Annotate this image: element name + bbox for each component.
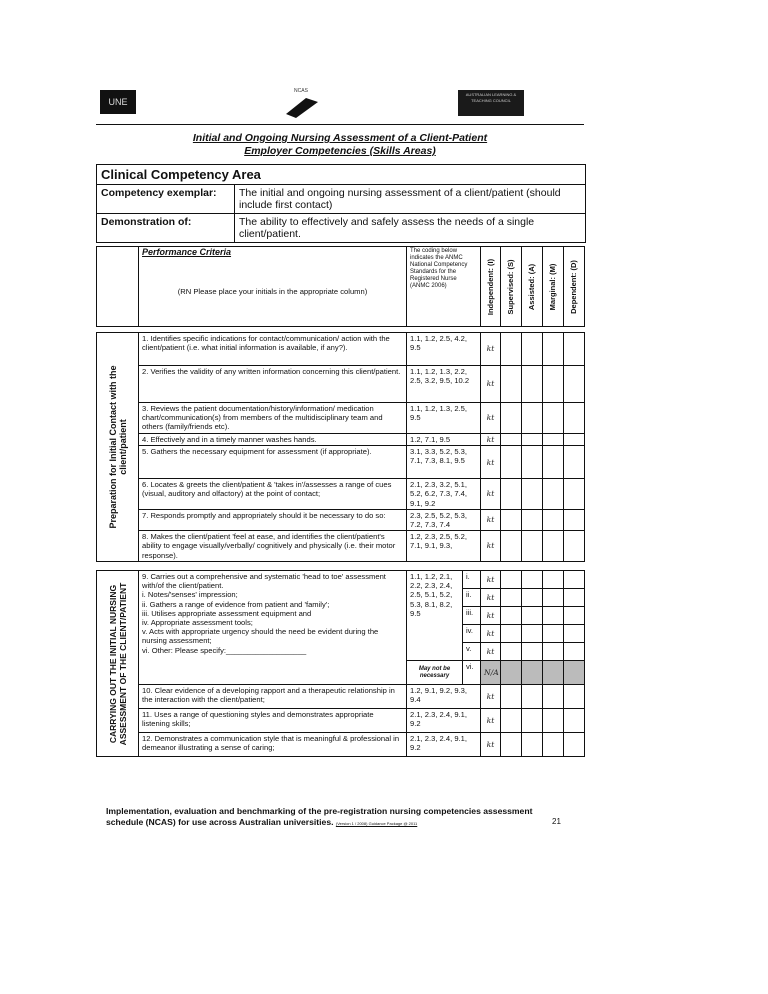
- anmc-code: 1.1, 1.2, 2.5, 4.2, 9.5: [407, 333, 481, 366]
- demonstration-value: The ability to effectively and safely assess the needs of a single client/patient.: [239, 216, 535, 240]
- anmc-code: 2.1, 2.3, 2.4, 9.1, 9.2: [407, 709, 481, 733]
- page-subtitle: Employer Competencies (Skills Areas): [244, 145, 436, 157]
- rn-initials[interactable]: N/A: [481, 661, 501, 685]
- anmc-code: 3.1, 3.3, 5.2, 5.3, 7.1, 7.3, 8.1, 9.5: [407, 446, 481, 479]
- table-row: [97, 434, 585, 446]
- section1-table: [96, 332, 585, 562]
- rn-instruction: (RN Please place your initials in the appropriate column): [177, 287, 368, 297]
- table-row: [97, 531, 585, 562]
- section2-table: [96, 570, 585, 757]
- criterion-text: 8. Makes the client/patient 'feel at ease, and identifies the client/patient's ability to engage visually/verbally/ cognitively and physically (i.e. their motor response).: [139, 531, 407, 562]
- exemplar-value: The initial and ongoing nursing assessment of a client/patient (should include first contact): [239, 187, 561, 211]
- table-row: [97, 403, 585, 434]
- rn-initials[interactable]: kt: [481, 434, 501, 446]
- criterion-text: 12. Demonstrates a communication style that is meaningful & professional in demeanor illustrating a sense of caring;: [139, 733, 407, 757]
- footer-text: Implementation, evaluation and benchmarking of the pre-registration nursing competencies assessment schedule (NCAS) for use across Australian universities.: [106, 806, 533, 827]
- header-rule: [96, 124, 584, 125]
- rn-initials[interactable]: kt: [481, 709, 501, 733]
- criterion-text: 3. Reviews the patient documentation/history/information/ medication chart/communication(s) from members of the multidisciplinary team and others (family/friends etc).: [139, 403, 407, 434]
- col-dependent: Dependent: (D): [564, 247, 585, 327]
- competency-header: [96, 164, 586, 243]
- anmc-coding-note: The coding below indicates the ANMC National Competency Standards for the Registered Nurse (ANMC 2006): [407, 247, 481, 327]
- anmc-code: 1.2, 9.1, 9.2, 9.3, 9.4: [407, 685, 481, 709]
- criterion-subitem: iv. Appropriate assessment tools;: [142, 618, 253, 628]
- rn-initials[interactable]: kt: [481, 403, 501, 434]
- rn-initials[interactable]: kt: [481, 366, 501, 403]
- criterion-subitem: iii. Utilises appropriate assessment equipment and: [142, 608, 312, 618]
- section2-label: CARRYING OUT THE INITIAL NURSING ASSESSMENT OF THE CLIENT/PATIENT: [97, 571, 139, 757]
- sub-label: vi.: [463, 661, 481, 685]
- sub-label: iv.: [463, 625, 481, 643]
- rn-initials[interactable]: kt: [481, 333, 501, 366]
- criterion-text: 7. Responds promptly and appropriately should it be necessary to do so:: [139, 509, 407, 530]
- rn-initials[interactable]: kt: [481, 531, 501, 562]
- criterion-subitem: i. Notes/'senses' impression;: [142, 590, 238, 600]
- criterion-text: 2. Verifies the validity of any written information concerning this client/patient.: [139, 366, 407, 403]
- page-title: Initial and Ongoing Nursing Assessment of a Client-Patient: [192, 132, 488, 144]
- rn-initials[interactable]: kt: [481, 733, 501, 757]
- ncas-logo-caption: NCAS: [294, 88, 308, 94]
- sub-label: i.: [463, 571, 481, 589]
- criterion-subitem: vi. Other: Please specify:___________________: [142, 645, 307, 655]
- page-number: 21: [552, 817, 561, 826]
- table-row: [97, 685, 585, 709]
- competency-area-title: Clinical Competency Area: [101, 167, 261, 182]
- footer-link[interactable]: (Version 1 / 2008) Guidance Package @ 2011: [335, 821, 418, 826]
- col-supervised: Supervised: (S): [501, 247, 522, 327]
- col-assisted: Assisted: (A): [522, 247, 543, 327]
- anmc-code: 1.1, 1.2, 2.1, 2.2, 2.3, 2.4, 2.5, 5.1, 5.2, 5.3, 8.1, 8.2, 9.5: [407, 571, 463, 661]
- sub-label: v.: [463, 643, 481, 661]
- rn-initials[interactable]: kt: [481, 571, 501, 589]
- table-row: [97, 479, 585, 510]
- sub-label: ii.: [463, 589, 481, 607]
- rn-initials[interactable]: kt: [481, 685, 501, 709]
- criteria-header-cell: [139, 247, 407, 327]
- diamond-icon: [280, 94, 322, 120]
- section1-label: Preparation for Initial Contact with the client/patient: [97, 333, 139, 562]
- rn-initials[interactable]: kt: [481, 625, 501, 643]
- table-row: [97, 571, 585, 589]
- criterion-text: 5. Gathers the necessary equipment for assessment (if appropriate).: [139, 446, 407, 479]
- anmc-code: 1.1, 1.2, 1.3, 2.2, 2.5, 3.2, 9.5, 10.2: [407, 366, 481, 403]
- rn-initials[interactable]: kt: [481, 446, 501, 479]
- criterion-9: [139, 571, 407, 685]
- criterion-text: 11. Uses a range of questioning styles and demonstrates appropriate listening skills;: [139, 709, 407, 733]
- criteria-header-spacer: [97, 247, 139, 327]
- ncas-logo: [280, 88, 322, 122]
- criterion-text: 6. Locates & greets the client/patient & 'takes in'/assesses a range of cues (visual, auditory and olfactory) at the point of contact;: [139, 479, 407, 510]
- criterion-text: 4. Effectively and in a timely manner washes hands.: [139, 434, 407, 446]
- sub-label: iii.: [463, 607, 481, 625]
- page-footer: [106, 806, 556, 829]
- table-row: [97, 733, 585, 757]
- criterion-text: 9. Carries out a comprehensive and systematic 'head to toe' assessment with/of the client/patient.: [142, 572, 386, 591]
- rn-initials[interactable]: kt: [481, 643, 501, 661]
- table-row: [97, 709, 585, 733]
- table-row: [97, 446, 585, 479]
- rn-initials[interactable]: kt: [481, 509, 501, 530]
- table-row: [97, 333, 585, 366]
- table-row: [97, 509, 585, 530]
- rn-initials[interactable]: kt: [481, 607, 501, 625]
- demonstration-label: Demonstration of:: [97, 214, 235, 242]
- criteria-header-table: [96, 246, 585, 327]
- altc-logo: AUSTRALIAN LEARNING & TEACHING COUNCIL: [458, 90, 524, 116]
- anmc-code: 2.1, 2.3, 2.4, 9.1, 9.2: [407, 733, 481, 757]
- exemplar-label: Competency exemplar:: [97, 185, 235, 213]
- rn-initials[interactable]: kt: [481, 479, 501, 510]
- anmc-code: 1.2, 7.1, 9.5: [407, 434, 481, 446]
- may-not-be-necessary-note: May not be necessary: [407, 661, 463, 685]
- criterion-text: 10. Clear evidence of a developing rapport and a therapeutic relationship in the interaction with the client/patient;: [139, 685, 407, 709]
- university-logo: UNE: [100, 90, 136, 114]
- criterion-subitem: ii. Gathers a range of evidence from patient and 'family';: [142, 599, 330, 609]
- anmc-code: 2.3, 2.5, 5.2, 5.3, 7.2, 7.3, 7.4: [407, 509, 481, 530]
- col-independent: Independent: (I): [481, 247, 501, 327]
- performance-criteria-title: Performance Criteria: [142, 247, 232, 257]
- col-marginal: Marginal: (M): [543, 247, 564, 327]
- anmc-code: 1.1, 1.2, 1.3, 2.5, 9.5: [407, 403, 481, 434]
- criterion-text: 1. Identifies specific indications for contact/communication/ action with the client/patient (i.e. what initial information is available, if any?).: [139, 333, 407, 366]
- anmc-code: 1.2, 2.3, 2.5, 5.2, 7.1, 9.1, 9.3,: [407, 531, 481, 562]
- table-row: [97, 366, 585, 403]
- anmc-code: 2.1, 2.3, 3.2, 5.1, 5.2, 6.2, 7.3, 7.4, 9.1, 9.2: [407, 479, 481, 510]
- criterion-subitem: v. Acts with appropriate urgency should the need be evident during the nursing assessment;: [142, 627, 379, 646]
- rn-initials[interactable]: kt: [481, 589, 501, 607]
